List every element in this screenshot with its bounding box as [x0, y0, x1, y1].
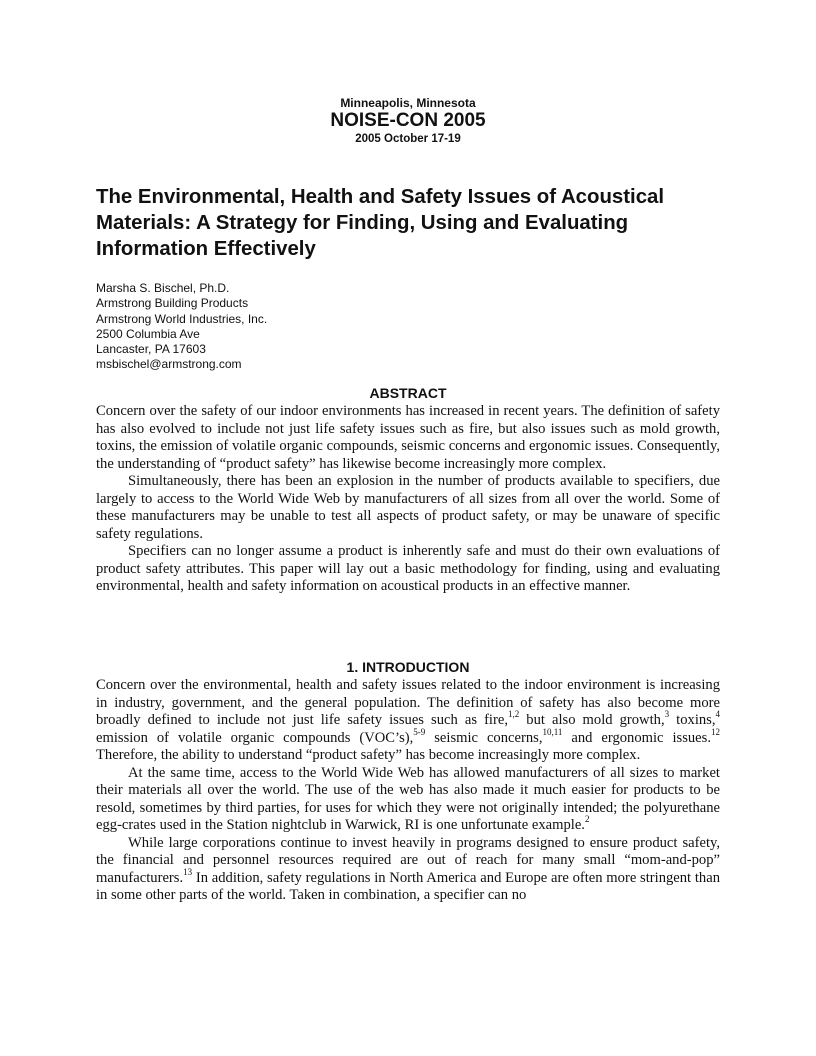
- introduction-heading: 1. INTRODUCTION: [346, 659, 470, 675]
- author-email: msbischel@armstrong.com: [96, 357, 242, 372]
- citation: 3: [664, 709, 670, 720]
- paper-title: The Environmental, Health and Safety Issues of Acoustical Materials: A Strategy for Finding, Using and Evaluating Information Effectively: [96, 186, 665, 260]
- citation: 13: [183, 866, 193, 877]
- abstract-paragraph-2: Simultaneously, there has been an explosion in the number of products available to specifiers, due largely to access to the World Wide Web by manufacturers of all sizes from all over the world. Some of these manufacturers may be unable to test all aspects of product safety, or may be unaware of specific safety regulations.: [96, 473, 720, 542]
- citation: 5-9: [413, 726, 426, 737]
- author-org-1: Armstrong Building Products: [96, 296, 249, 311]
- conference-date: 2005 October 17-19: [355, 133, 461, 145]
- author-street: 2500 Columbia Ave: [96, 326, 200, 341]
- author-block: [96, 281, 720, 373]
- intro-paragraph-1: Concern over the environmental, health and safety issues related to the indoor environment is increasing in industry, government, and the general population. The definition of safety has also become more broadly defined to include not just life safety issues such as fire,$^{1,2}$ but also mold growth,$^3$ toxins,$^4$ emission of volatile organic compounds (VOC’s),$^{5-9}$ seismic concerns,$^{10,11}$ and ergonomic issues.$^{12}$ Therefore, the ability to understand “product safety” has become increasingly more complex.: [96, 677, 720, 763]
- abstract-paragraph-3: Specifiers can no longer assume a product is inherently safe and must do their own evaluations of product safety attributes. This paper will lay out a basic methodology for finding, using and evaluating environmental, health and safety information on acoustical products in an effective manner.: [96, 543, 720, 594]
- citation: 4: [715, 709, 720, 720]
- author-org-2: Armstrong World Industries, Inc.: [96, 311, 268, 326]
- citation: 1,2: [507, 709, 520, 720]
- abstract-heading: ABSTRACT: [369, 385, 447, 401]
- citation: 10,11: [542, 726, 563, 737]
- introduction-body: [96, 677, 720, 905]
- conference-name: NOISE-CON 2005: [330, 110, 486, 131]
- author-city: Lancaster, PA 17603: [96, 342, 206, 357]
- citation: 2: [584, 814, 590, 825]
- intro-paragraph-2: At the same time, access to the World Wide Web has allowed manufacturers of all sizes to market their materials all over the world. The use of the web has also made it much easier for products to be resold, sometimes by third parties, for uses for which they were not originally intended; the polyurethane egg-crates used in the Station nightclub in Warwick, RI is one unfortunate example.$^2$: [96, 764, 720, 833]
- abstract-paragraph-1: Concern over the safety of our indoor environments has increased in recent years. The definition of safety has also evolved to include not just life safety issues such as fire, but also issues such as mold growth, toxins, the emission of volatile organic compounds, seismic concerns and ergonomic issues. Consequently, the understanding of “product safety” has likewise become increasingly more complex.: [96, 403, 720, 472]
- conference-location: Minneapolis, Minnesota: [340, 96, 476, 110]
- abstract-body: [96, 403, 720, 596]
- intro-paragraph-3: While large corporations continue to invest heavily in programs designed to ensure product safety, the financial and personnel resources required are out of reach for many small “mom-and-pop” manufacturers.$^{13}$ In addition, safety regulations in North America and Europe are often more stringent than in some other parts of the world. Taken in combination, a specifier can no: [96, 834, 720, 903]
- citation: 12: [711, 726, 720, 737]
- author-name: Marsha S. Bischel, Ph.D.: [96, 281, 230, 295]
- conference-header: [96, 96, 720, 146]
